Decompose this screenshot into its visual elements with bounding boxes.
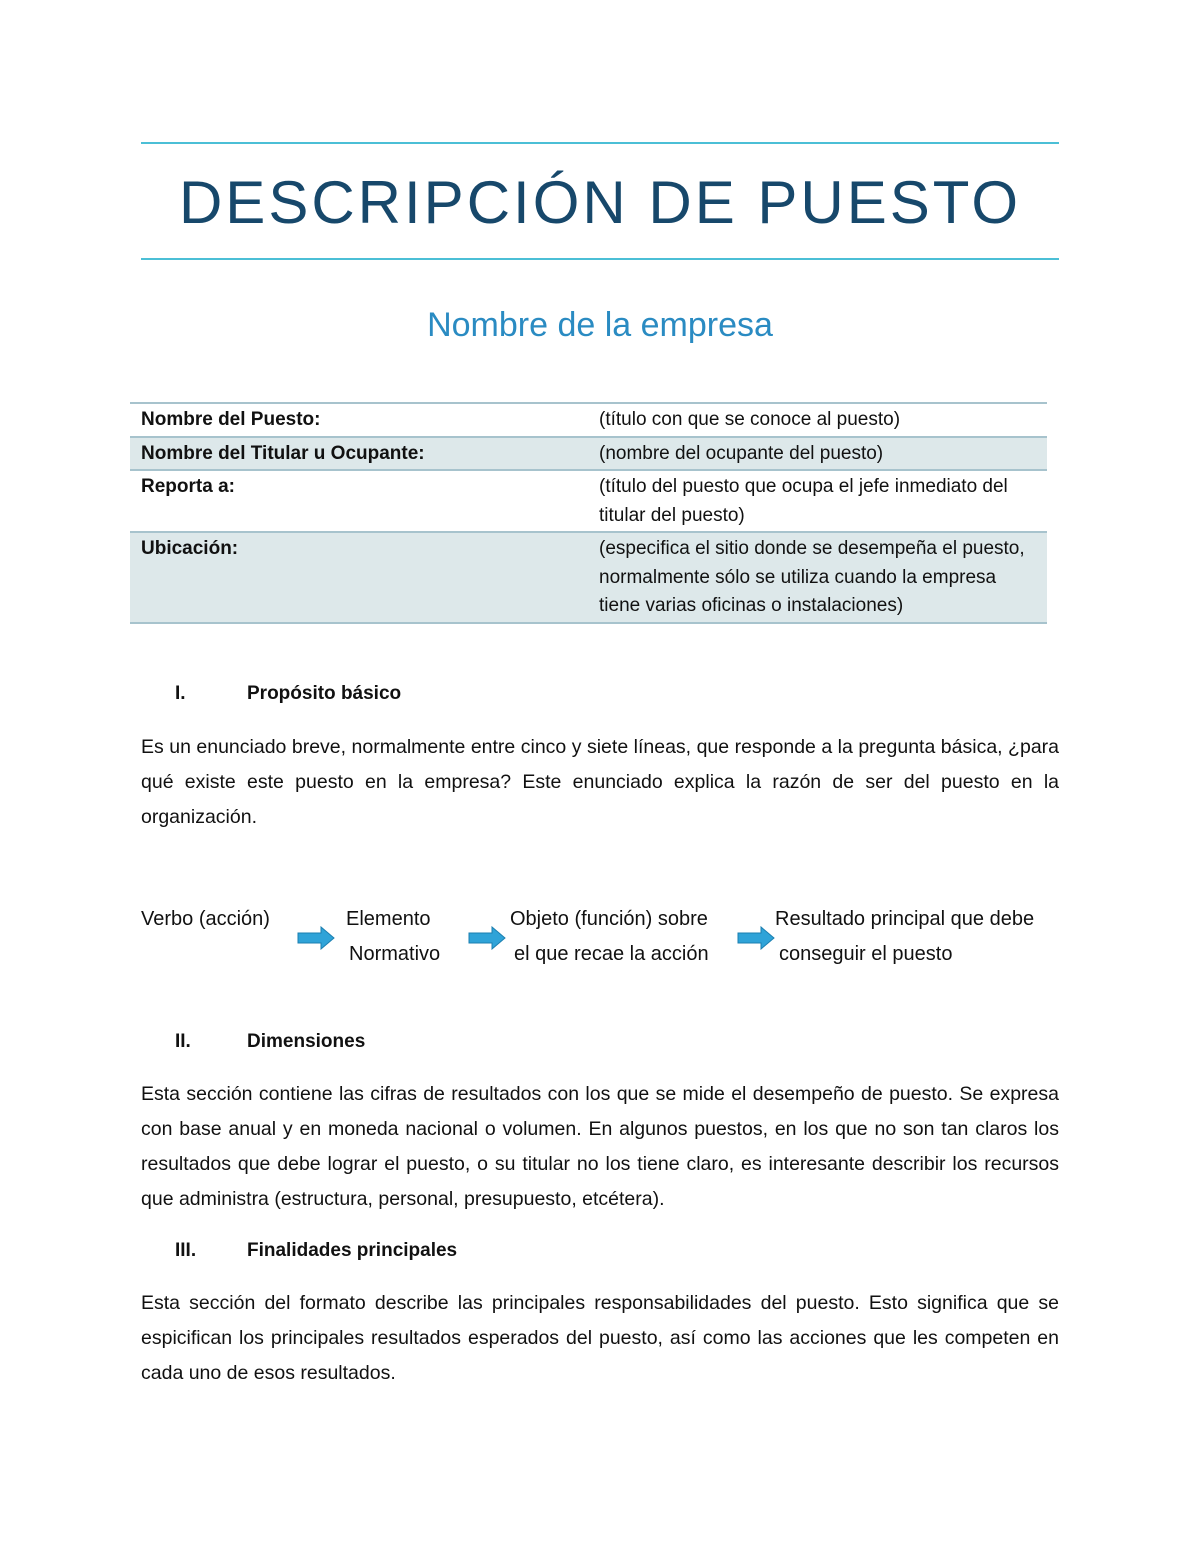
flow-step-elemento — [346, 902, 440, 972]
row-value: (nombre del ocupante del puesto) — [588, 437, 1047, 471]
flow-step-verbo: Verbo (acción) — [141, 908, 270, 930]
section-text-dimensiones: Esta sección contiene las cifras de resultados con los que se mide el desempeño de puesto. Se expresa con base anual y en moneda nacional o volumen. En algunos puestos, en los que no son tan claros los resultados que debe lograr el puesto, o su titular no los tiene claro, es interesante describir los recursos que administra (estructura, personal, presupuesto, etcétera). — [141, 1083, 1059, 1210]
flow-arrow-icon — [468, 926, 506, 950]
company-name: Nombre de la empresa — [427, 306, 773, 344]
row-value: (título con que se conoce al puesto) — [599, 409, 901, 430]
section-text-proposito: Es un enunciado breve, normalmente entre cinco y siete líneas, que responde a la pregunta básica, ¿para qué existe este puesto en la empresa? Este enunciado explica la razón de ser del puesto en la organización. — [141, 736, 1059, 828]
flow-step-line: Normativo — [349, 943, 441, 965]
table-row — [130, 470, 1047, 532]
table-row — [130, 437, 1047, 471]
section-number: III. — [175, 1240, 197, 1261]
flow-step-line: el que recae la acción — [514, 943, 709, 965]
title-bottom-rule — [141, 258, 1059, 260]
section-heading-proposito — [175, 683, 401, 705]
row-value: (título del puesto que ocupa el jefe inmediato del titular del puesto) — [599, 476, 1008, 526]
flow-arrow-icon — [737, 926, 775, 950]
table-row — [130, 403, 1047, 437]
section-title: Propósito básico — [247, 683, 402, 704]
flow-step-line: Resultado principal que debe — [775, 908, 1035, 930]
flow-step-resultado — [775, 902, 1034, 972]
row-label: Reporta a: — [141, 476, 235, 497]
row-label: Ubicación: — [130, 532, 588, 623]
row-value: (especifica el sitio donde se desempeña el puesto, normalmente sólo se utiliza cuando la empresa tiene varias oficinas o instalaciones) — [588, 532, 1047, 623]
section-title: Finalidades principales — [247, 1240, 458, 1261]
flow-step-line: Elemento — [346, 908, 431, 930]
table-row — [130, 532, 1047, 623]
flow-step-objeto — [510, 902, 709, 972]
row-label: Nombre del Puesto: — [141, 409, 321, 430]
row-label: Nombre del Titular u Ocupante: — [130, 437, 588, 471]
section-title: Dimensiones — [247, 1031, 366, 1052]
flow-arrow-icon — [297, 926, 335, 950]
section-number: II. — [175, 1031, 191, 1052]
title-top-rule — [141, 142, 1059, 144]
section-heading-finalidades — [175, 1240, 457, 1262]
job-info-table — [130, 402, 1047, 624]
page-title: DESCRIPCIÓN DE PUESTO — [178, 169, 1022, 236]
section-heading-dimensiones — [175, 1031, 365, 1053]
section-number: I. — [175, 683, 186, 704]
flow-step-line: Objeto (función) sobre — [510, 908, 708, 930]
flow-step-line: conseguir el puesto — [779, 943, 953, 965]
section-text-finalidades: Esta sección del formato describe las principales responsabilidades del puesto. Esto significa que se espicifican los principales resultados esperados del puesto, así como las acciones que les competen en cada uno de esos resultados. — [141, 1292, 1059, 1384]
